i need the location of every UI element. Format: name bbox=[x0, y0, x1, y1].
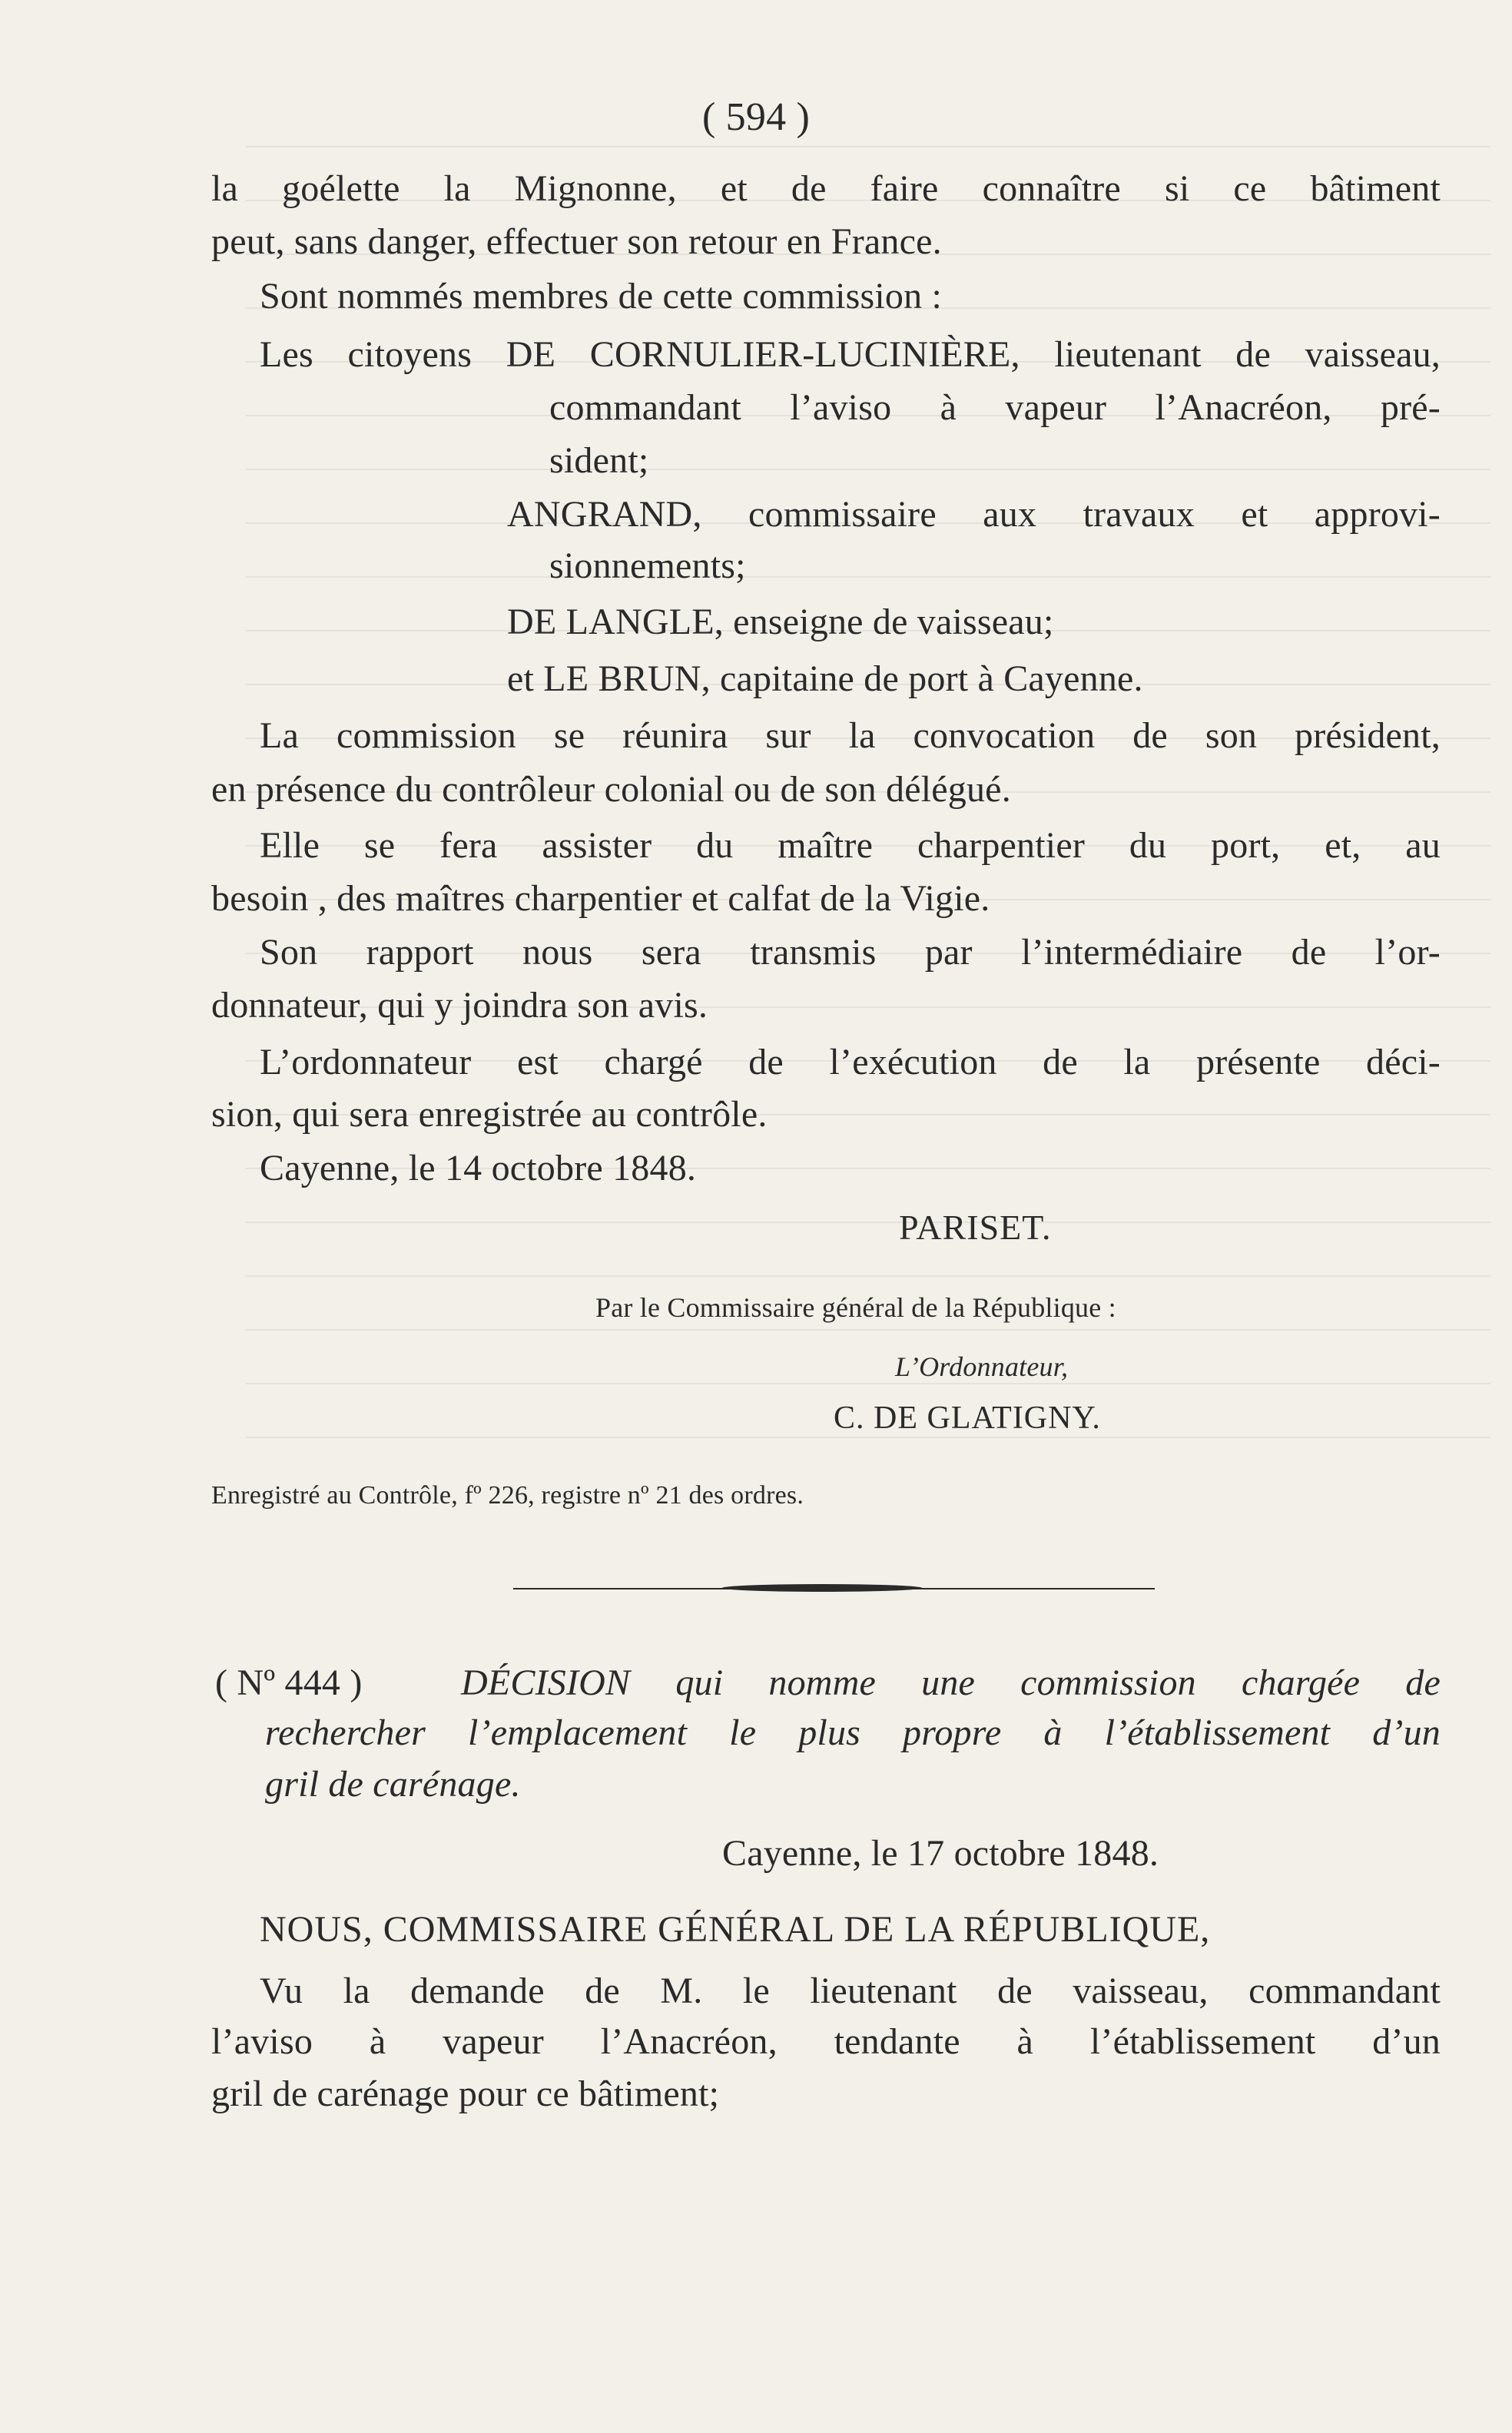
member-line: Les citoyens DE CORNULIER-LUCINIÈRE, lieutenant de vaisseau, bbox=[260, 334, 1441, 375]
text-line: Sont nommés membres de cette commission : bbox=[260, 276, 943, 317]
text-line: la goélette la Mignonne, et de faire connaître si ce bâtiment bbox=[211, 168, 1441, 209]
member-line: et LE BRUN, capitaine de port à Cayenne. bbox=[507, 658, 1143, 699]
decision-title-line: gril de carénage. bbox=[265, 1764, 521, 1805]
place-date: Cayenne, le 17 octobre 1848. bbox=[722, 1833, 1159, 1874]
member-line: ANGRAND, commissaire aux travaux et approvi- bbox=[507, 494, 1441, 535]
countersign-line: L’Ordonnateur, bbox=[895, 1351, 1069, 1382]
countersign-signature: C. DE GLATIGNY. bbox=[834, 1400, 1101, 1436]
place-date: Cayenne, le 14 octobre 1848. bbox=[260, 1148, 697, 1188]
countersign-line: Par le Commissaire général de la République : bbox=[595, 1292, 1116, 1323]
text-line: Elle se fera assister du maître charpentier du port, et, au bbox=[260, 825, 1441, 866]
text-line: Son rapport nous sera transmis par l’intermédiaire de l’or- bbox=[260, 932, 1441, 973]
member-line: DE LANGLE, enseigne de vaisseau; bbox=[507, 602, 1054, 642]
member-line: sionnements; bbox=[549, 545, 746, 586]
text-line: gril de carénage pour ce bâtiment; bbox=[211, 2073, 720, 2114]
authority-heading: NOUS, COMMISSAIRE GÉNÉRAL DE LA RÉPUBLIQUE, bbox=[260, 1909, 1211, 1950]
text-line: besoin , des maîtres charpentier et calfat de la Vigie. bbox=[211, 878, 990, 919]
signature: PARISET. bbox=[899, 1208, 1052, 1247]
page-number: ( 594 ) bbox=[701, 95, 811, 139]
member-line: commandant l’aviso à vapeur l’Anacréon, pré- bbox=[549, 387, 1441, 428]
text-line: La commission se réunira sur la convocation de son président, bbox=[260, 715, 1441, 756]
text-line: en présence du contrôleur colonial ou de son délégué. bbox=[211, 769, 1011, 810]
text-line: sion, qui sera enregistrée au contrôle. bbox=[211, 1094, 768, 1135]
text-line: Vu la demande de M. le lieutenant de vaisseau, commandant bbox=[260, 1971, 1441, 2011]
text-line: donnateur, qui y joindra son avis. bbox=[211, 985, 708, 1026]
decision-number: ( Nº 444 ) bbox=[215, 1662, 363, 1703]
member-line: sident; bbox=[549, 440, 649, 481]
registration-note: Enregistré au Contrôle, fº 226, registre nº 21 des ordres. bbox=[211, 1481, 804, 1510]
text-line: L’ordonnateur est chargé de l’exécution de la présente déci- bbox=[260, 1042, 1441, 1082]
decision-title-line: DÉCISION qui nomme une commission chargée de bbox=[461, 1662, 1441, 1703]
section-divider-ornament bbox=[722, 1584, 922, 1592]
decision-title-line: rechercher l’emplacement le plus propre à l’établissement d’un bbox=[265, 1712, 1441, 1753]
text-line: peut, sans danger, effectuer son retour en France. bbox=[211, 221, 942, 262]
text-line: l’aviso à vapeur l’Anacréon, tendante à l’établissement d’un bbox=[211, 2021, 1441, 2062]
